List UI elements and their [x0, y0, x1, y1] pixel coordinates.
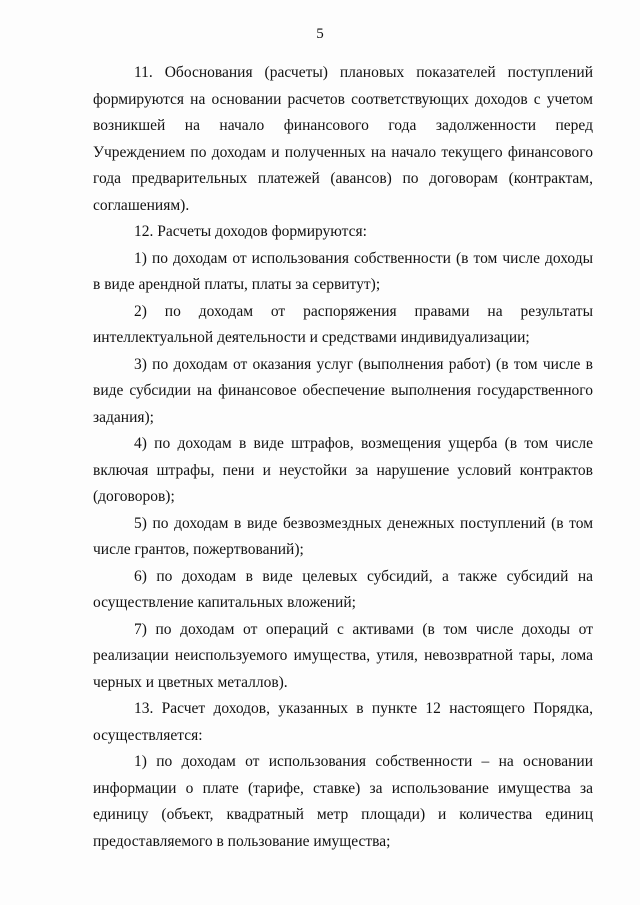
paragraph-12-item-6: 6) по доходам в виде целевых субсидий, а также субсидий на осуществление капитальных вложений;: [93, 567, 593, 611]
paragraph-12-item-7: 7) по доходам от операций с активами (в том числе доходы от реализации неиспользуемого имущества, утиля, невозвратной тары, лома черных и цветных металлов).: [93, 620, 593, 691]
paragraph-12-item-5: 5) по доходам в виде безвозмездных денежных поступлений (в том числе грантов, пожертвований);: [93, 514, 593, 558]
paragraph-12-item-4: 4) по доходам в виде штрафов, возмещения ущерба (в том числе включая штрафы, пени и неустойки за нарушение условий контрактов (договоров);: [93, 435, 593, 505]
paragraph-12: 12. Расчеты доходов формируются:: [134, 223, 367, 240]
paragraph-11: 11. Обоснования (расчеты) плановых показателей поступлений формируются на основании расчетов соответствующих доходов с учетом возникшей на начало финансового года задолженности перед Учреждением по доходам и полученных на начало текущего финансового года предварительных платежей (авансов) по договорам (контрактам, соглашениям).: [93, 64, 593, 214]
paragraph-13-item-1: 1) по доходам от использования собственности – на основании информации о плате (тарифе, ставке) за использование имущества за единицу (объект, квадратный метр площади) и количества единиц предоставляемого в пользование имущества;: [93, 753, 593, 850]
page-number: 5: [316, 26, 324, 42]
paragraph-12-item-3: 3) по доходам от оказания услуг (выполнения работ) (в том числе в виде субсидии на финансовое обеспечение выполнения государственного задания);: [93, 355, 593, 426]
paragraph-12-item-1: 1) по доходам от использования собственности (в том числе доходы в виде арендной платы, платы за сервитут);: [93, 249, 593, 293]
document-body: [93, 60, 593, 855]
paragraph-13: 13. Расчет доходов, указанных в пункте 12 настоящего Порядка, осуществляется:: [93, 700, 593, 744]
paragraph-12-item-2: 2) по доходам от распоряжения правами на результаты интеллектуальной деятельности и средствами индивидуализации;: [93, 302, 593, 346]
